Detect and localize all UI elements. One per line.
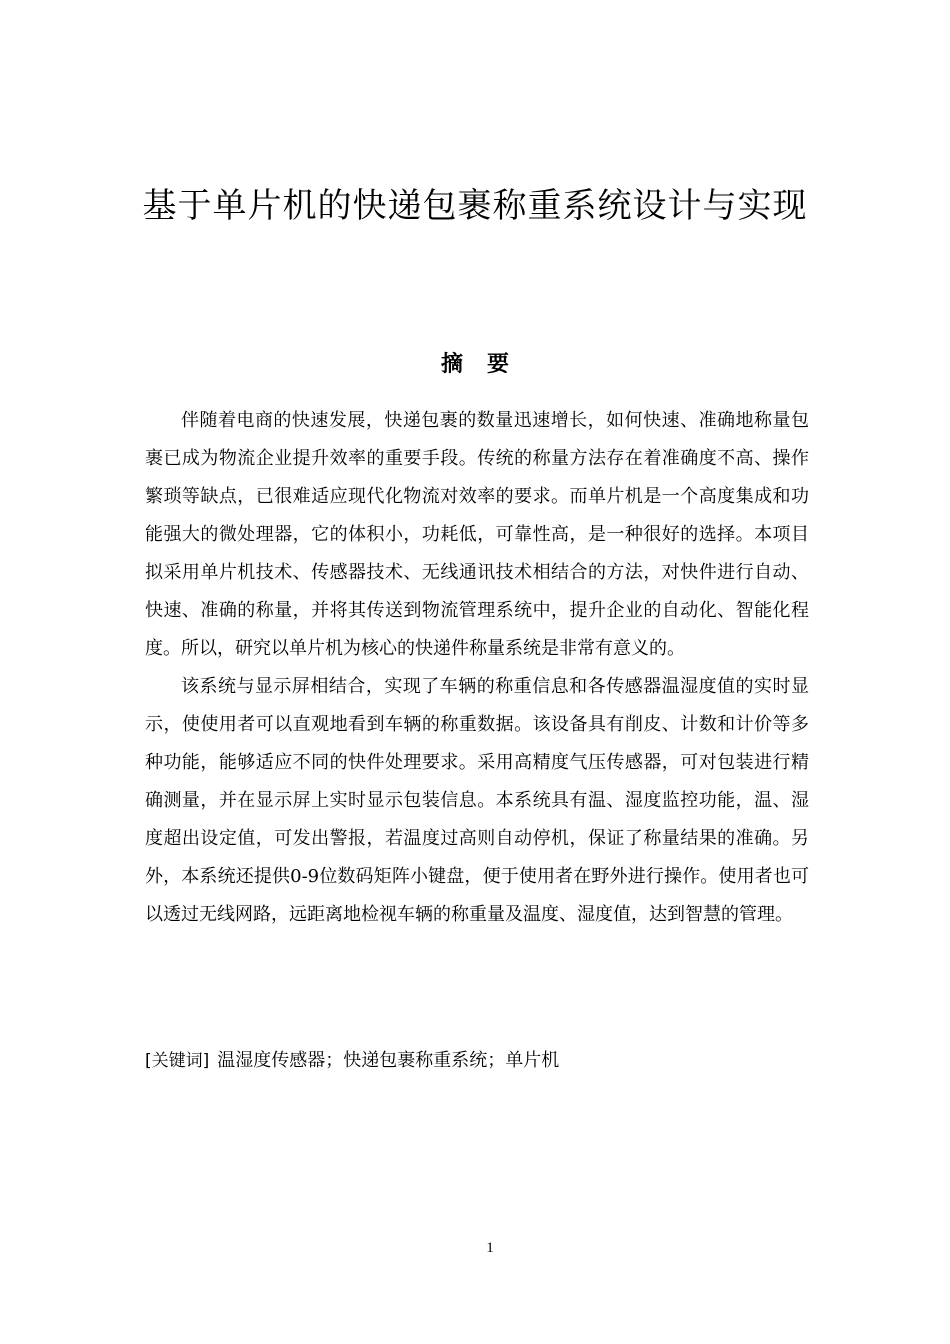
- page-number: 1: [486, 1240, 494, 1256]
- keywords-label: [关键词]: [145, 1051, 210, 1071]
- abstract-paragraph-1: 伴随着电商的快速发展，快递包裹的数量迅速增长，如何快速、准确地称量包裹已成为物流企业提升效率的重要手段。传统的称量方法存在着准确度不高、操作繁琐等缺点，已很难适应现代化物流对效率的要求。而单片机是一个高度集成和功能强大的微处理器，它的体积小，功耗低，可靠性高，是一种很好的选择。本项目拟采用单片机技术、传感器技术、无线通讯技术相结合的方法，对快件进行自动、快速、准确的称量，并将其传送到物流管理系统中，提升企业的自动化、智能化程度。所以，研究以单片机为核心的快递件称量系统是非常有意义的。: [145, 410, 809, 659]
- abstract-paragraph-2: 该系统与显示屏相结合，实现了车辆的称重信息和各传感器温湿度值的实时显示，使使用者可以直观地看到车辆的称重数据。该设备具有削皮、计数和计价等多种功能，能够适应不同的快件处理要求。采用高精度气压传感器，可对包装进行精确测量，并在显示屏上实时显示包装信息。本系统具有温、湿度监控功能，温、湿度超出设定值，可发出警报，若温度过高则自动停机，保证了称量结果的准确。另外，本系统还提供0-9位数码矩阵小键盘，便于使用者在野外进行操作。使用者也可以透过无线网路，远距离地检视车辆的称重量及温度、湿度值，达到智慧的管理。: [145, 676, 809, 925]
- abstract-body: [145, 402, 809, 934]
- paper-title: 基于单片机的快递包裹称重系统设计与实现: [142, 186, 808, 226]
- keywords-line: [145, 1042, 809, 1080]
- keywords-text: 温湿度传感器；快递包裹称重系统；单片机: [217, 1050, 560, 1071]
- abstract-heading: 摘要: [440, 352, 533, 377]
